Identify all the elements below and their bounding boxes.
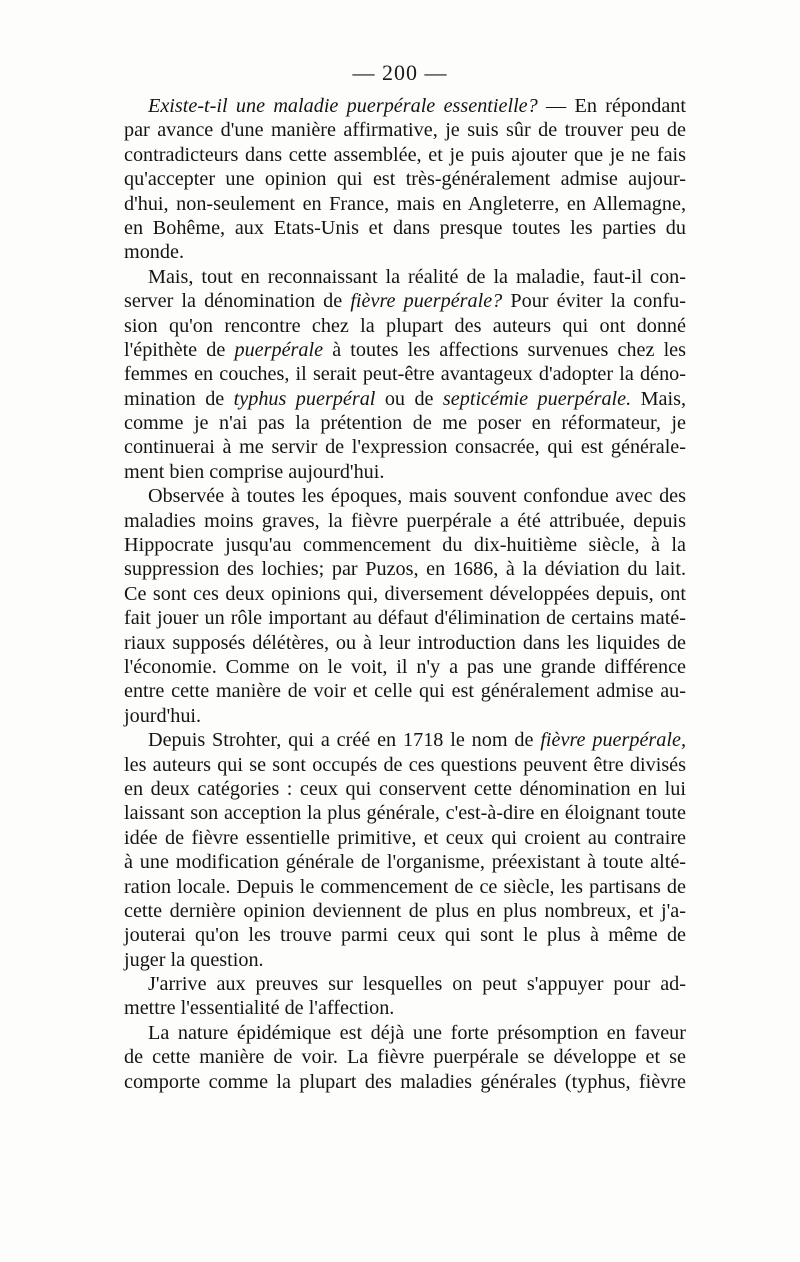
italic-text: puerpérale [234, 338, 324, 361]
text-segment: de cette manière de voir. La fièvre puerpérale se développe et se [124, 1046, 686, 1069]
italic-text: typhus puerpéral [233, 387, 376, 410]
text-line [124, 484, 686, 508]
text-line [124, 314, 686, 338]
text-line [124, 240, 686, 264]
text-segment: l'épithète de [124, 338, 235, 361]
text-segment: continuerai à me servir de l'expression consacrée, qui est générale- [124, 436, 686, 459]
text-line [124, 265, 686, 289]
text-line [124, 972, 686, 996]
text-segment: fait jouer un rôle important au défaut d'élimination de certains maté- [124, 607, 686, 630]
text-line [124, 679, 686, 703]
page-number: — 200 — [352, 60, 448, 85]
text-segment: jouterai qu'on les trouve parmi ceux qui sont le plus à même de [124, 924, 686, 947]
text-segment: J'arrive aux preuves sur lesquelles on peut s'appuyer pour ad- [148, 973, 686, 996]
text-segment: d'hui, non-seulement en France, mais en Angleterre, en Allemagne, [124, 192, 686, 215]
text-line [124, 509, 686, 533]
text-segment: juger la question. [124, 948, 264, 971]
text-segment: par avance d'une manière affirmative, je suis sûr de trouver peu de [124, 119, 686, 142]
italic-text: fièvre puerpérale, [540, 729, 686, 752]
text-segment: suppression des lochies; par Puzos, en 1686, à la déviation du lait. [124, 558, 686, 581]
text-segment: Hippocrate jusqu'au commencement du dix-huitième siècle, à la [124, 534, 686, 557]
text-line [124, 923, 686, 947]
text-segment: les auteurs qui se sont occupés de ces questions peuvent être divisés [124, 753, 686, 776]
text-line [124, 655, 686, 679]
text-line [124, 94, 686, 118]
text-line [124, 1070, 686, 1094]
text-segment: Ce sont ces deux opinions qui, diversement développées depuis, ont [124, 582, 686, 605]
text-line [124, 582, 686, 606]
text-segment: à une modification générale de l'organisme, préexistant à toute alté- [124, 851, 686, 874]
text-segment: Mais, [631, 387, 687, 410]
text-line [124, 118, 686, 142]
text-segment: — En répondant [537, 95, 686, 117]
text-line [124, 533, 686, 557]
text-segment: idée de fièvre essentielle primitive, et ceux qui croient au contraire [124, 826, 686, 849]
text-line [124, 1045, 686, 1069]
body-text [124, 94, 686, 1094]
text-segment: entre cette manière de voir et celle qui est généralement admise au- [124, 680, 686, 703]
text-line [124, 338, 686, 362]
text-line [124, 435, 686, 459]
text-line [124, 606, 686, 630]
text-line [124, 460, 686, 484]
text-segment: l'économie. Comme on le voit, il n'y a pas une grande différence [124, 655, 686, 678]
text-segment: maladies moins graves, la fièvre puerpérale a été attribuée, depuis [124, 509, 686, 532]
text-line [124, 728, 686, 752]
text-segment: qu'accepter une opinion qui est très-généralement admise aujour- [124, 168, 686, 191]
text-segment: comme je n'ai pas la prétention de me poser en réformateur, je [124, 412, 686, 435]
text-line [124, 167, 686, 191]
text-line [124, 948, 686, 972]
text-line [124, 899, 686, 923]
text-line [124, 192, 686, 216]
text-segment: Depuis Strohter, qui a créé en 1718 le nom de [148, 729, 541, 752]
italic-text: Existe-t-il une maladie puerpérale essentielle? [148, 95, 538, 117]
text-segment: riaux supposés délétères, ou à leur introduction dans les liquides de [124, 631, 686, 654]
text-segment: jourd'hui. [124, 704, 202, 727]
text-line [124, 826, 686, 850]
text-line [124, 753, 686, 777]
text-line [124, 875, 686, 899]
text-segment: ou de [375, 387, 443, 410]
text-segment: laissant son acception la plus générale, c'est-à-dire en éloignant toute [124, 802, 686, 825]
text-line [124, 777, 686, 801]
text-segment: femmes en couches, il serait peut-être avantageux d'adopter la déno- [124, 363, 686, 386]
text-segment: contradicteurs dans cette assemblée, et je puis ajouter que je ne fais [124, 143, 686, 166]
text-segment: mettre l'essentialité de l'affection. [124, 997, 395, 1020]
text-segment: Observée à toutes les époques, mais souvent confondue avec des [148, 485, 686, 508]
text-line [124, 1021, 686, 1045]
italic-text: septicémie puerpérale. [442, 387, 632, 410]
text-segment: à toutes les affections survenues chez les [323, 338, 686, 361]
text-line [124, 631, 686, 655]
text-line [124, 704, 686, 728]
text-line [124, 143, 686, 167]
text-segment: cette dernière opinion deviennent de plus en plus nombreux, et j'a- [124, 899, 686, 922]
text-segment: en deux catégories : ceux qui conservent cette dénomination en lui [124, 777, 686, 800]
text-segment: ration locale. Depuis le commencement de ce siècle, les partisans de [124, 875, 686, 898]
text-line [124, 996, 686, 1020]
italic-text: fièvre puerpérale? [350, 290, 503, 313]
text-line [124, 289, 686, 313]
text-segment: monde. [124, 241, 184, 264]
text-line [124, 362, 686, 386]
text-segment: mination de [124, 387, 234, 410]
text-line [124, 411, 686, 435]
text-segment: Pour éviter la confu- [502, 290, 686, 313]
text-segment: La nature épidémique est déjà une forte présomption en faveur [148, 1021, 686, 1044]
text-line [124, 216, 686, 240]
text-segment: comporte comme la plupart des maladies générales (typhus, fièvre [124, 1070, 686, 1093]
text-segment: Mais, tout en reconnaissant la réalité de la maladie, faut-il con- [148, 265, 686, 288]
text-line [124, 850, 686, 874]
text-segment: ment bien comprise aujourd'hui. [124, 460, 385, 483]
text-segment: server la dénomination de [124, 290, 351, 313]
text-line [124, 557, 686, 581]
text-segment: sion qu'on rencontre chez la plupart des auteurs qui ont donné [124, 314, 686, 337]
text-line [124, 387, 686, 411]
text-segment: en Bohême, aux Etats-Unis et dans presque toutes les parties du [124, 216, 686, 239]
text-line [124, 801, 686, 825]
